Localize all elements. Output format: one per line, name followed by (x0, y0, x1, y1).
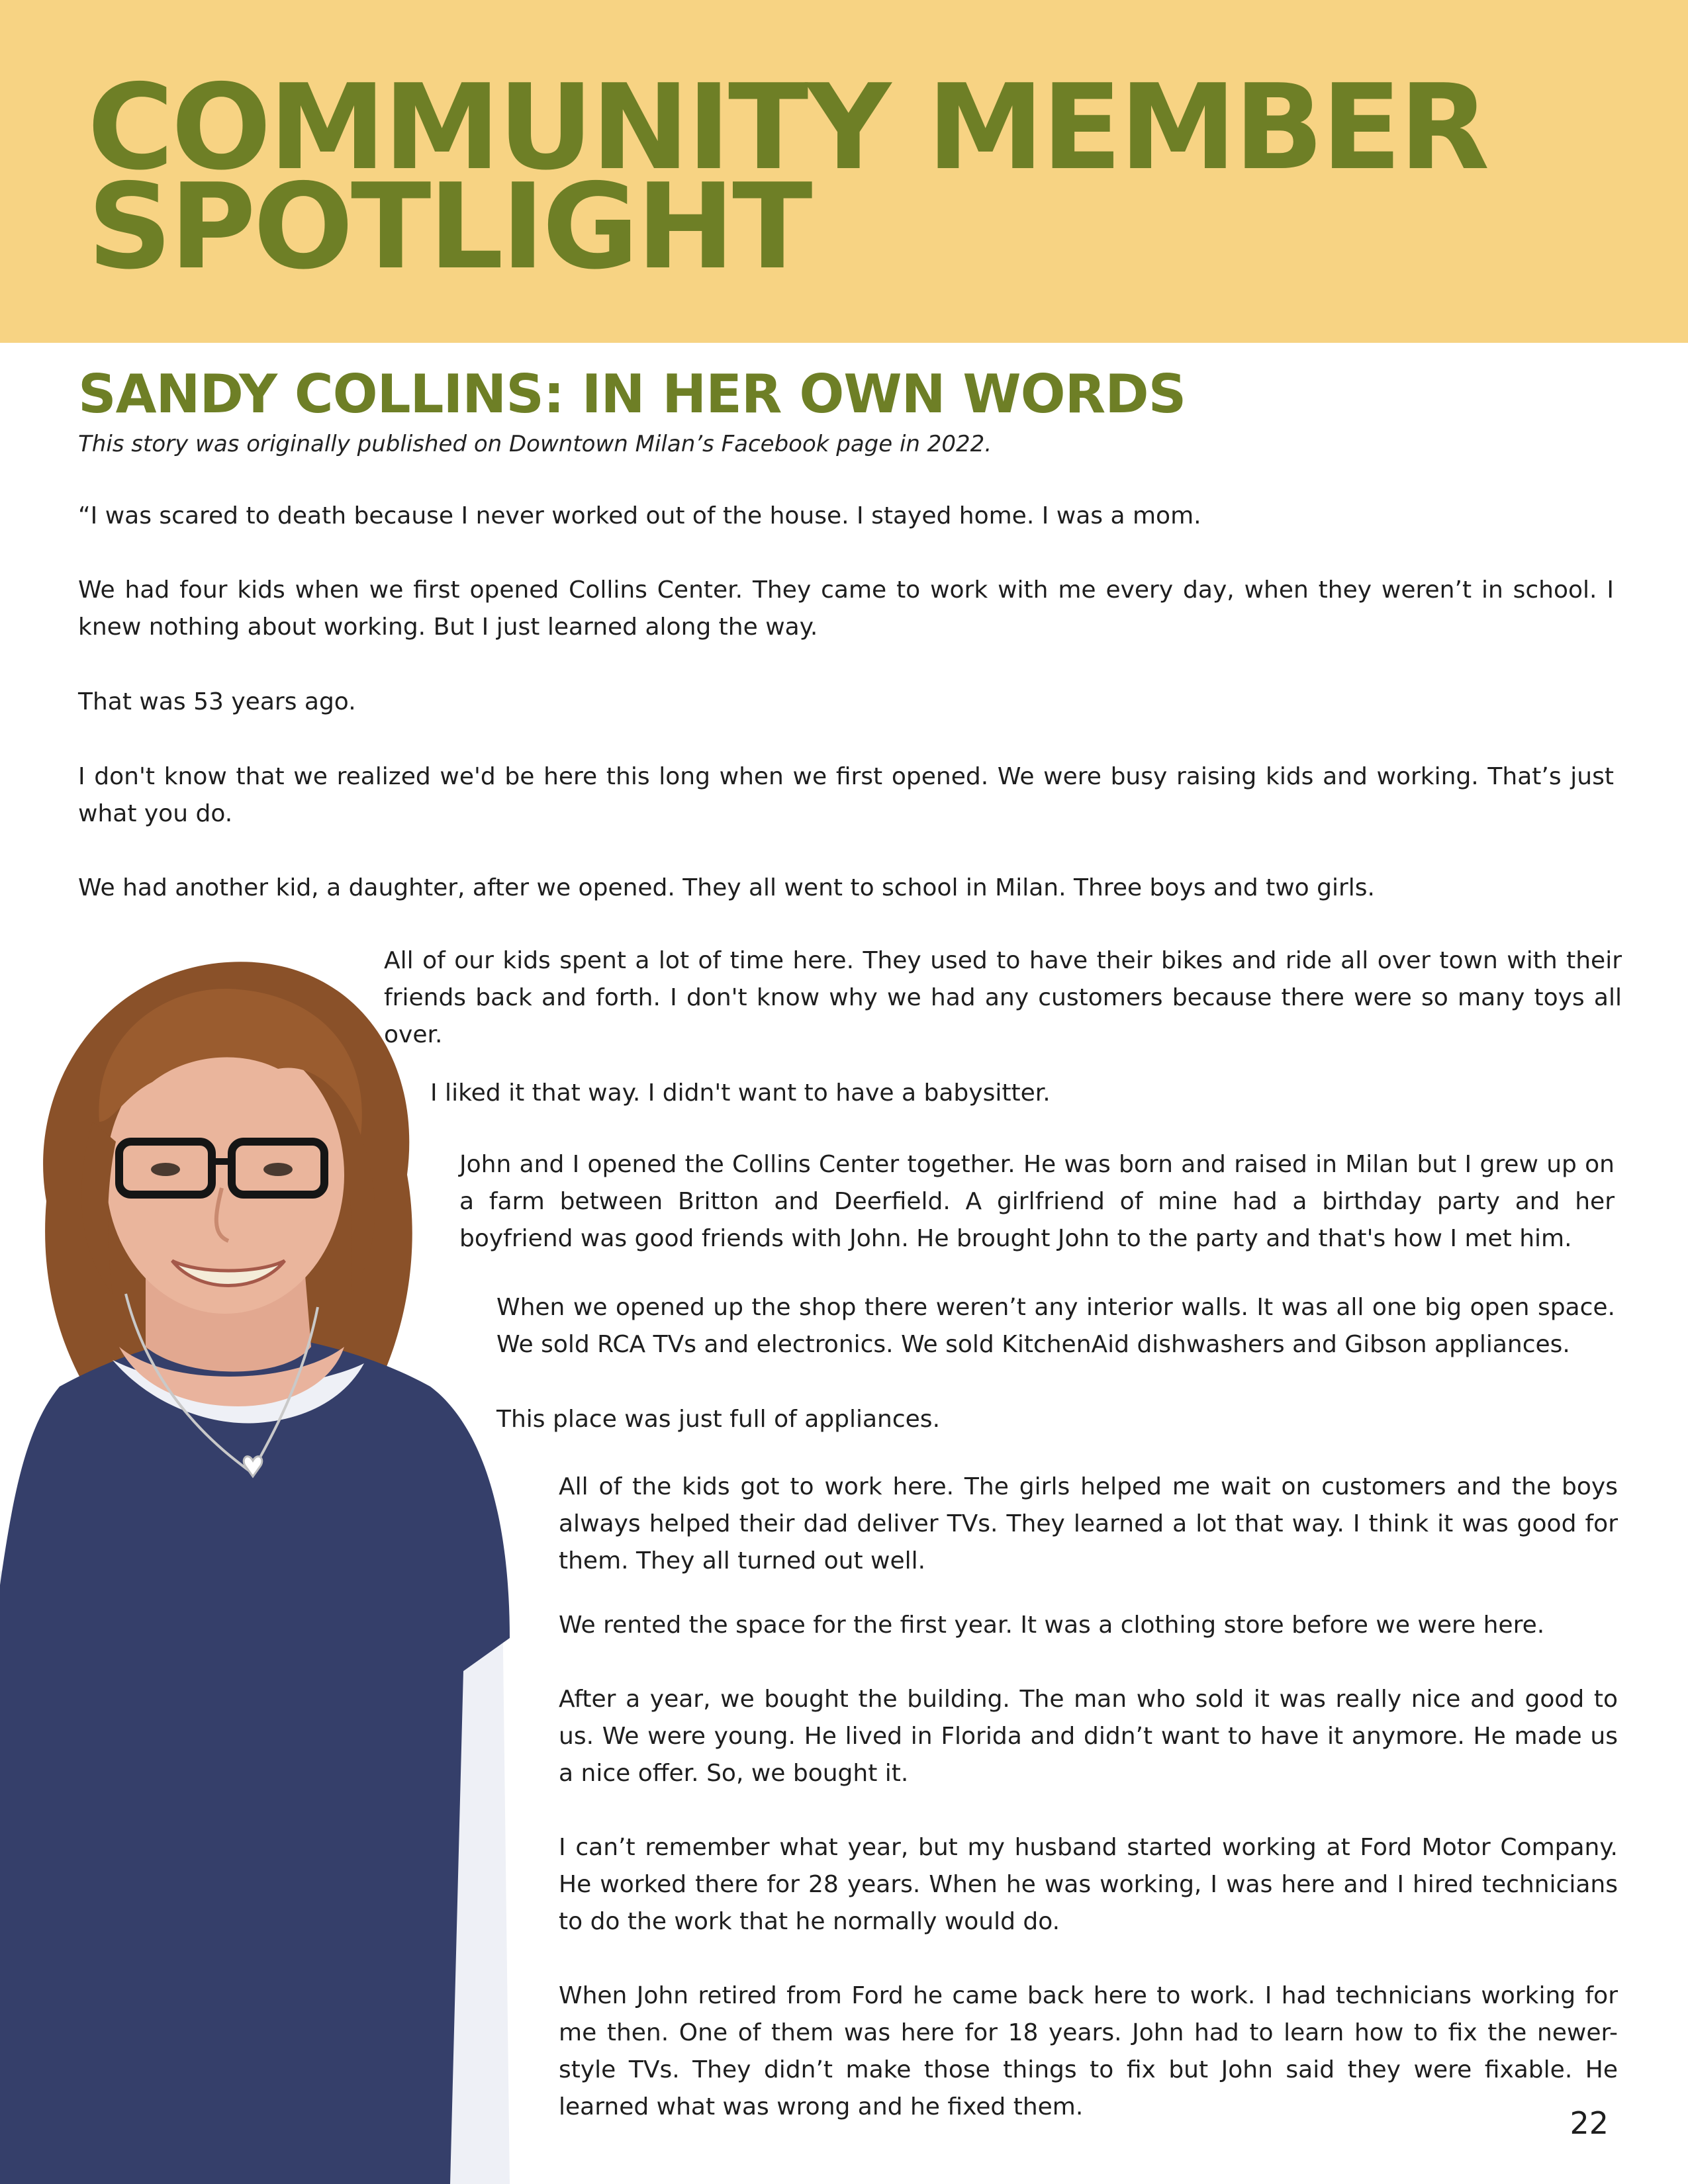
article-paragraph: I liked it that way. I didn't want to have a babysitter. (430, 1079, 1051, 1107)
article-paragraph: I can’t remember what year, but my husband started working at Ford Motor Company. He worked there for 28 years. When he was working, I was here and I hired technicians to do the work that he normally would do. (559, 1834, 1618, 1935)
article-paragraph: We rented the space for the first year. It was a clothing store before we were here. (559, 1612, 1545, 1639)
article-paragraph: All of the kids got to work here. The girls helped me wait on customers and the boys always helped their dad deliver TVs. They learned a lot that way. I think it was good for them. They all turned out well. (559, 1473, 1618, 1574)
article-paragraph: All of our kids spent a lot of time here. They used to have their bikes and ride all over town with their friends back and forth. I don't know why we had any customers because there were so many toys all over. (384, 947, 1622, 1048)
article-byline: This story was originally published on Downtown Milan’s Facebook page in 2022. (78, 431, 992, 457)
article-paragraph: When John retired from Ford he came back here to work. I had technicians working for me then. One of them was here for 18 years. John had to learn how to fix the newer-style TVs. They didn’t make those things to fix but John said they were fixable. He learned what was wrong and he fixed them. (559, 1982, 1618, 2120)
page-number: 22 (1570, 2105, 1609, 2141)
article-headline: SANDY COLLINS: IN HER OWN WORDS (78, 363, 1186, 425)
article-paragraph: “I was scared to death because I never worked out of the house. I stayed home. I was a mom. (78, 502, 1201, 529)
page-title (87, 59, 1610, 295)
header-banner (0, 0, 1688, 343)
article-paragraph: When we opened up the shop there weren’t any interior walls. It was all one big open space. We sold RCA TVs and electronics. We sold KitchenAid dishwashers and Gibson appliances. (496, 1294, 1615, 1358)
article-paragraph: After a year, we bought the building. The man who sold it was really nice and good to us. We were young. He lived in Florida and didn’t want to have it anymore. He made us a nice offer. So, we bought it. (559, 1686, 1618, 1787)
article-paragraph: John and I opened the Collins Center together. He was born and raised in Milan but I grew up on a farm between Britton and Deerfield. A girlfriend of mine had a birthday party and her boyfriend was good friends with John. He brought John to the party and that's how I met him. (459, 1151, 1615, 1252)
page-title-line-2: SPOTLIGHT (87, 158, 810, 295)
article-paragraph: This place was just full of appliances. (496, 1406, 941, 1433)
article-paragraph: That was 53 years ago. (78, 688, 356, 715)
article-paragraph: I don't know that we realized we'd be here this long when we first opened. We were busy raising kids and working. That’s just what you do. (78, 763, 1614, 827)
article-paragraph: We had another kid, a daughter, after we opened. They all went to school in Milan. Three boys and two girls. (78, 874, 1375, 901)
article-paragraph: We had four kids when we first opened Collins Center. They came to work with me every day, when they weren’t in school. I knew nothing about working. But I just learned along the way. (78, 576, 1614, 641)
portrait-photo (0, 923, 516, 2184)
page-title-line-1: COMMUNITY MEMBER (87, 59, 1487, 196)
